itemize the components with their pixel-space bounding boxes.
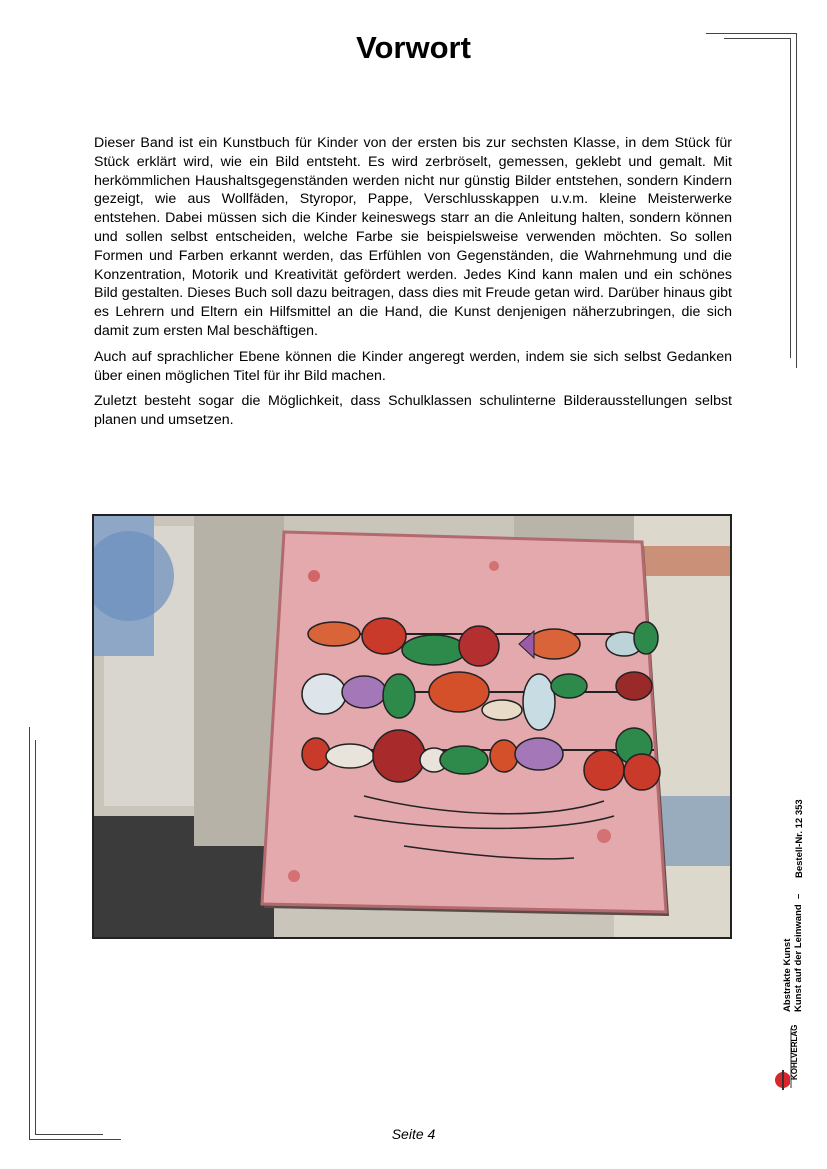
publisher-name: KOHLVERLAG [790, 1024, 799, 1080]
paragraph-exhibition: Zuletzt besteht sogar die Möglichkeit, dass Schulklassen schulinterne Bilderausstellungen selbst planen und umsetzen. [94, 393, 732, 429]
page-title: Vorwort [356, 30, 471, 65]
paragraph-intro: Dieser Band ist ein Kunstbuch für Kinder von der ersten bis zur sechsten Klasse, in dem Stück für Stück erklärt wird, wie ein Bild entsteht. Es wird zerbröselt, gemessen, geklebt und gemalt. Mit herkömmlichen Haushaltsgegenständen werden nicht nur günstig Bilder entstehen, sondern Kindern gezeigt, wie aus Wollfäden, Styropor, Pappe, Verschlusskappen u.v.m. kleine Meisterwerke entstehen. Dabei müssen sich die Kinder keineswegs starr an die Anleitung halten, sondern können und sollen selbst entscheiden, welche Farbe sie beispielsweise verwenden möchten. So sollen Formen und Farben erkannt werden, das Erfühlen von Gegenständen, die Wahrnehmung und die Konzentration, Motorik und Kreativität gefördert werden. Jedes Kind kann malen und ein schönes Bild gestalten. Dieses Buch soll dazu beitragen, dass dies mit Freude getan wird. Darüber hinaus gibt es Lehrern und Eltern ein Hilfsmittel an die Hand, die Kunst denjenigen näherzubringen, die sich damit zum ersten Mal beschäftigen. [94, 135, 732, 339]
foreword-text [94, 134, 732, 437]
page-number: Seite 4 [391, 1126, 436, 1142]
right-frame-line-inner [790, 38, 791, 358]
book-series: Abstrakte Kunst [782, 938, 793, 1012]
artwork-photo [92, 514, 732, 939]
paragraph-language: Auch auf sprachlicher Ebene können die Kinder angeregt werden, indem sie sich selbst Gedanken über einen möglichen Titel für ihr Bild machen. [94, 348, 732, 384]
book-title-separator: – [793, 893, 804, 900]
book-info [782, 792, 804, 1012]
book-title [793, 792, 804, 1012]
left-frame-line-inner [35, 740, 36, 1134]
order-number: Bestell-Nr. 12 353 [794, 799, 805, 878]
book-title-label: Kunst auf der Leinwand [793, 904, 804, 1012]
right-frame-line [796, 33, 797, 368]
left-frame-line [29, 727, 30, 1139]
painting-on-canvas-illustration [94, 516, 730, 937]
